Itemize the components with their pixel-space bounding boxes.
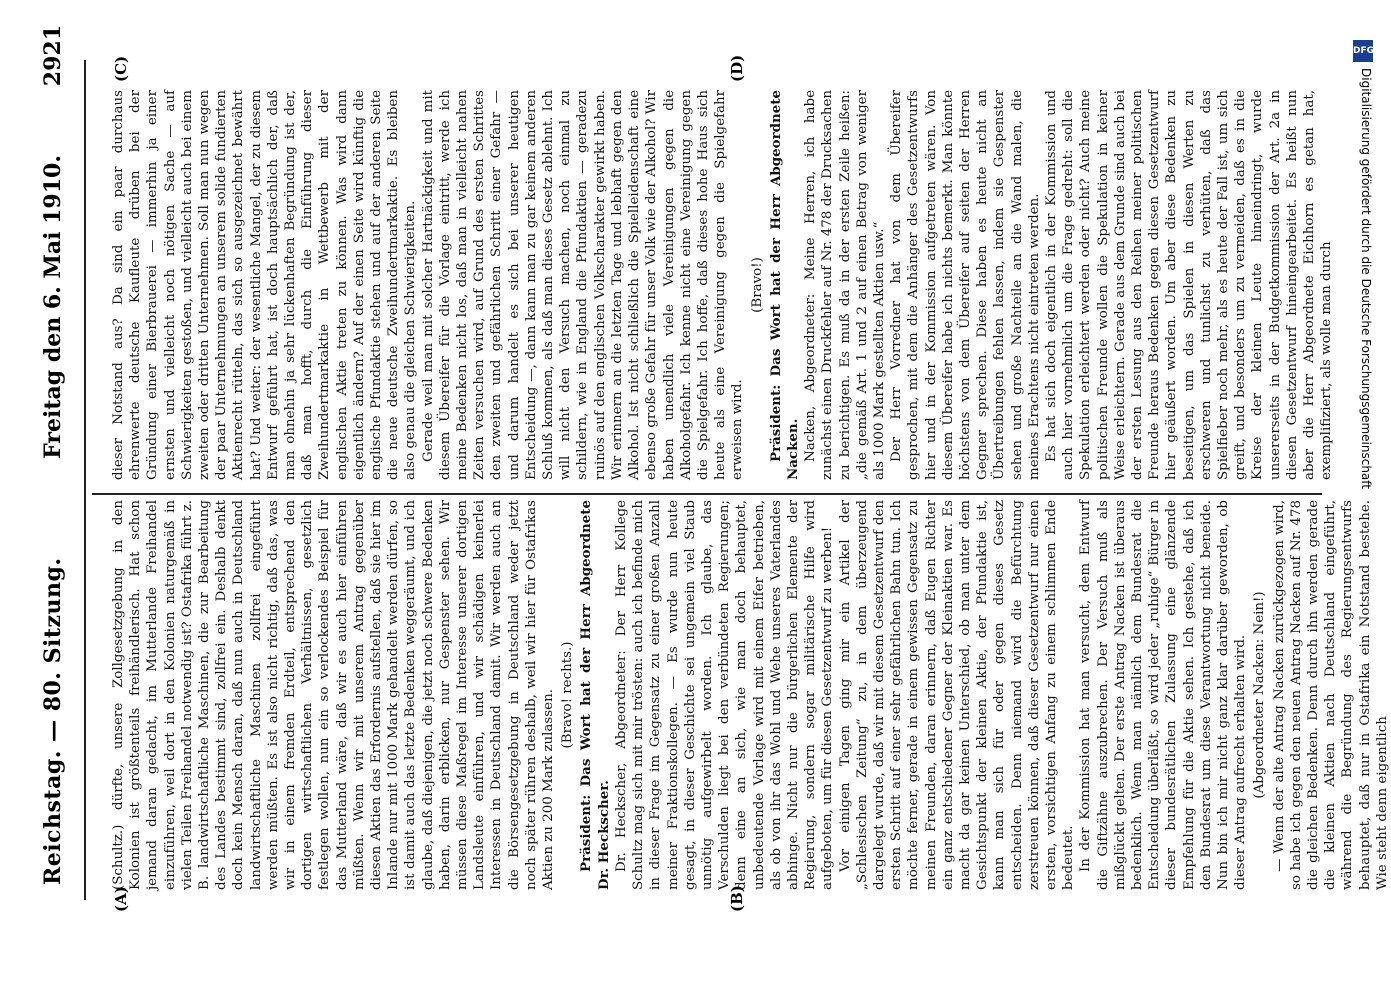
- paragraph: Vor einigen Tagen ging mir ein Artikel der „Schlesischen Zeitung“ zu, in dem überzeugend dargelegt wurde, daß wir mit diesem Gesetzentwurf den ersten Schritt auf einer sehr gefährlichen Bahn tun. Ich möchte ferner, gerade in einem gewissen Gegensatz zu meinen Freunden, daran erinnern, daß Eugen Richter ein ganz entschiedener Gegner der Kleinaktien war. Es macht da gar keinen Unterschied, ob man unter dem Gesichtspunkt der kleinen Aktie, der Pfundaktie ist, kann man sich für oder gegen dieses Gesetz entscheiden. Denn niemand wird die Befürchtung zerstreuen können, daß dieser Gesetzentwurf nur einen ersten, vorsichtigen Anfang zu einem schlimmen Ende bedeutet.: [837, 500, 1077, 890]
- applause: (Bravo! rechts.): [560, 641, 576, 749]
- paragraph: Dr. Heckscher, Abgeordneter: Der Herr Kollege Schultz mag sich mit mir trösten: auch ich befinde mich in dieser Frage im Gegensatz zu einer großen Anzahl meiner Fraktionskollegen. — Es wurde nun heute gesagt, in dieser Geschichte sei ungemein viel Staub unnötig aufgewirbelt worden. Ich glaube, das Verschulden liegt bei den verbündeten Regierungen; denn eine an sich, wie man doch behauptet, unbedeutende Vorlage wird mit einem Eifer betrieben, als ob von ihr das Wohl und Wehe unseres Vaterlandes abhinge. Nicht nur die bürgerlichen Elemente der Regierung, sondern sogar militärische Hilfe wird aufgeboten, um für diesen Gesetzentwurf zu werben!: [613, 500, 836, 890]
- president-remark: Präsident: Das Wort hat der Herr Abgeordnete Dr. Heckscher.: [578, 500, 612, 890]
- margin-mark-b: (B): [728, 885, 746, 912]
- margin-mark-a: (A): [112, 886, 130, 912]
- page-header: [40, 25, 80, 905]
- right-column: [110, 90, 1335, 480]
- dfg-logo: DFG: [1353, 40, 1373, 62]
- page-number: 2921: [40, 25, 66, 87]
- president-remark: Präsident: Das Wort hat der Herr Abgeordnete Nacken.: [767, 90, 801, 480]
- paragraph: dieser Notstand aus? Da sind ein paar durchaus ehrenwerte deutsche Kaufleute drüben bei der Gründung einer Bierbrauerei — immerhin ja einer ernsten und vielleicht noch nötigen Sache — auf Schwierigkeiten gestoßen, und vielleicht auch bei einem zweiten oder dritten Unternehmen. Soll man nun wegen der paar Unternehmungen an unserem solide fundierten Aktienrecht rütteln, das sich so ausgezeichnet bewährt hat? Und weiter: der wesentliche Mangel, der zu diesem Entwurf geführt hat, ist doch hauptsächlich der, daß man ohnehin ja sehr lückenhaften Begründung ist der, daß man hofft, durch die Einführung dieser Zweihundertmarkaktie in Wettbewerb mit der englischen Aktie treten zu können. Was wird dann eigentlich ändern? Auf der einen Seite wird künftig die englische Pfundaktie stehen und auf der anderen Seite die neue deutsche Zweihundertmarkaktie. Es bleiben also genau die gleichen Schwierigkeiten.: [111, 90, 419, 480]
- margin-mark-c: (C): [112, 55, 130, 82]
- header-date: Freitag den 6. Mai 1910.: [40, 155, 66, 459]
- paragraph: Gerade weil man mit solcher Hartnäckigkeit und mit diesem Übereifer für die Vorlage eintritt, werde ich meine Bedenken nicht los, daß man in vielleicht nahen Zeiten versuchen wird, auf Grund des ersten Schrittes den zweiten und gefährlichen Schritt einer Gefahr — und darum handelt es sich bei unserer heutigen Entscheidung —, dann kann man zu gar keinem anderen Schluß kommen, als daß man dieses Gesetz ablehnt. Ich will nicht den Versuch machen, noch einmal zu schildern, wie in England die Pfundaktien — geradezu ruinös auf den englischen Volkscharakter gewirkt haben. Wir erinnern an die letzten Tage und lebhaft gegen den Alkohol. Ist nicht schließlich die Spielleidenschaft eine ebenso große Gefahr für unser Volk wie der Alkohol? Wir haben unendlich viele Vereinigungen gegen die Alkoholgefahr. Ich kenne nicht eine Vereinigung gegen die Spielgefahr. Ich hoffe, daß dieses hohe Haus sich heute als eine Vereinigung gegen die Spielgefahr erweisen wird.: [420, 90, 746, 480]
- digitization-sidebar: [1351, 40, 1377, 800]
- paragraph: In der Kommission hat man versucht, dem Entwurf die Giftzähne auszubrechen. Der Versuch muß als mißglückt gelten. Der erste Antrag Nacken ist überaus bedenklich. Wenn man nämlich dem Bundesrat die Entscheidung überläßt, so wird jeder „ruhige“ Bürger in dieser bundesrätlichen Zulassung eine glänzende Empfehlung für die Aktie sehen. Ich gestehe, daß ich den Bundesrat um diese Verantwortung nicht beneide. Nun bin ich mir nicht ganz klar darüber geworden, ob dieser Antrag aufrecht erhalten wird.: [1078, 500, 1249, 890]
- digitization-notice: Digitalisierung gefördert durch die Deutsche Forschungsgemeinschaft: [1359, 68, 1373, 490]
- column-divider: [92, 493, 1322, 495]
- margin-mark-d: (D): [728, 54, 746, 82]
- header-left: Reichstag. — 80. Sitzung.: [40, 557, 66, 885]
- paragraph: Es hat sich doch eigentlich in der Kommission und auch hier vornehmlich um die Frage gedreht: soll die Spekulation erleichtert werden oder nicht? Auch meine politischen Freunde wollen die Spekulation in keiner Weise erleichtern. Gerade aus dem Grunde sind auch bei der ersten Lesung aus den Reihen meiner politischen Freunde heraus Bedenken gegen diesen Gesetzentwurf hier geäußert worden. Um aber diese Bedenken zu beseitigen, um das Spielen in diesen Werten zu erschweren und tunlichst zu verhüten, daß das Spielfieber noch mehr, als es heute der Fall ist, um sich greift, und besonders um zu vermeiden, daß es in die Kreise der kleinen Leute hineindringt, wurde unsererseits in der Budgetkommission der Art. 2a in diesen Gesetzentwurf hineingearbeitet. Es heißt nun aber die Herr Abgeordnete Eichhorn es getan hat, exemplifiziert, als wolle man durch: [1043, 90, 1335, 480]
- paragraph: — Wenn der alte Antrag Nacken zurückgezogen wird, so habe ich gegen den neuen Antrag Nacken auf Nr. 478 die gleichen Bedenken. Denn durch ihn werden gerade die kleinen Aktien nach Deutschland eingeführt, während die Begründung des Regierungsentwurfs behauptet, daß nur in Ostafrika ein Notstand bestehe. Wie steht denn eigentlich: [1271, 500, 1390, 890]
- header-rule: [84, 60, 86, 900]
- paragraph: (Schultz.) dürfte, unsere Zollgesetzgebung in den Kolonien ist größtenteils freihändlerisch. Hat schon jemand daran gedacht, im Mutterlande Freihandel einzuführen, weil dort in den Kolonien naturgemäß in vielen Teilen Freihandel notwendig ist? Ostafrika führt z. B. landwirtschaftliche Maschinen, die zur Bearbeitung des Landes bestimmt sind, zollfrei ein. Deshalb denkt doch kein Mensch daran, daß nun auch in Deutschland landwirtschaftliche Maschinen zollfrei eingeführt werden müßten. Es ist also nicht richtig, daß das, was wir in einem fremden Erdteil, entsprechend den dortigen wirtschaftlichen Verhältnissen, gesetzlich festlegen wollen, nun ein so verlockendes Beispiel für das Mutterland wäre, daß wir es auch hier einführen müßten. Wenn wir mit unserem Antrag gegenüber diesen Aktien das Erfordernis aufstellen, daß sie hier im Inlande nur mit 1000 Mark gehandelt werden dürfen, so ist damit auch das letzte Bedenken weggeräumt, und ich glaube, daß diejenigen, die jetzt noch schwere Bedenken haben, darin erblicken, nur Gespenster sehen. Wir müssen diese Maßregel im Interesse unserer dortigen Landsleute einführen, und wir schädigen keinerlei Interessen in Deutschland damit. Wir werden auch an die Börsengesetzgebung in Deutschland weder jetzt noch später rühren deshalb, weil wir hier für Ostafrikas Aktien zu 200 Mark zulassen.: [111, 500, 557, 890]
- interjection: (Abgeordneter Nacken: Nein!): [1252, 591, 1268, 799]
- paragraph: Nacken, Abgeordneter: Meine Herren, ich habe zunächst einen Druckfehler auf Nr. 478 der Drucksachen zu berichtigen. Es muß da in der ersten Zeile heißen: „die gemäß Art. 1 und 2 auf einen Betrag von weniger als 1000 Mark gestellten Aktien usw.“: [803, 90, 887, 480]
- left-column: [110, 500, 1391, 890]
- paragraph: Der Herr Vorredner hat von dem Übereifer gesprochen, mit dem die Anhänger des Gesetzentwurfs hier und in der Kommission aufgetreten wären. Von diesem Übereifer habe ich nichts bemerkt. Man könnte höchstens von dem Übereifer auf seiten der Herren Gegner sprechen. Diese haben es heute nicht an Übertreibungen fehlen lassen, indem sie Gespenster sehen und große Nachteile an die Wand malen, die meines Erachtens nicht eintreten werden.: [889, 90, 1042, 480]
- applause: (Bravo!): [749, 257, 765, 313]
